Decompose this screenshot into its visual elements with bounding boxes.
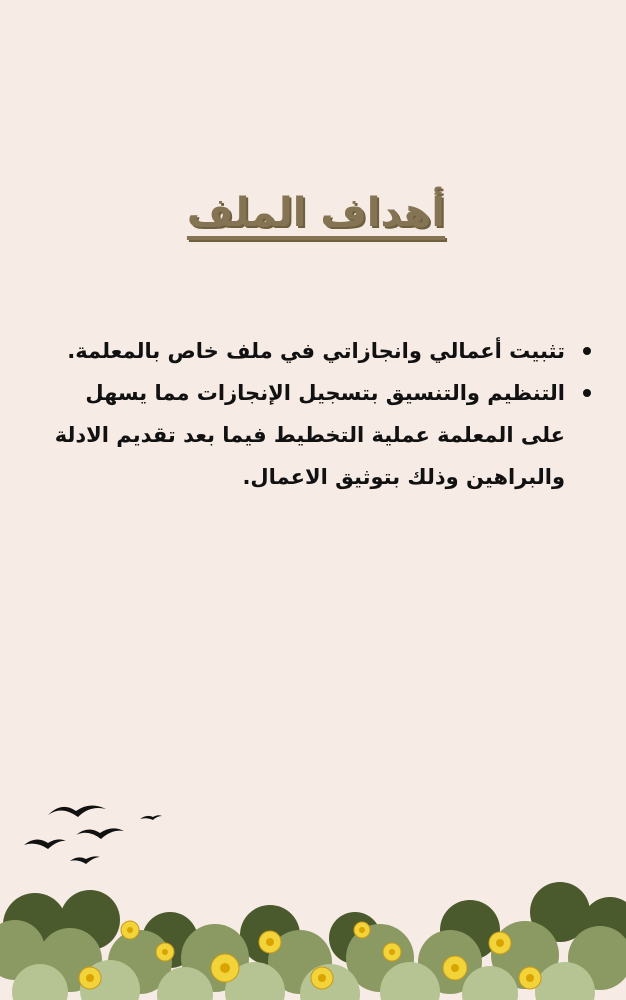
goal-text-2: التنظيم والتنسيق بتسجيل الإنجازات مما يسهل على المعلمة عملية التخطيط فيما بعد تقديم الادلة والبراهين وذلك بتوثيق الاعمال. xyxy=(54,381,565,489)
birds-icon xyxy=(20,795,180,875)
bullet-icon xyxy=(583,389,591,397)
goal-text-1: تثبيت أعمالي وانجازاتي في ملف خاص بالمعلمة. xyxy=(67,339,565,363)
garden-bushes-illustration xyxy=(0,880,626,1000)
goal-item-2 xyxy=(40,372,565,498)
page-title-wrap xyxy=(0,190,626,236)
goals-list xyxy=(40,330,591,498)
page-title: أهداف الملف xyxy=(186,190,446,236)
bullet-icon xyxy=(583,347,591,355)
goal-item-1 xyxy=(40,330,565,372)
